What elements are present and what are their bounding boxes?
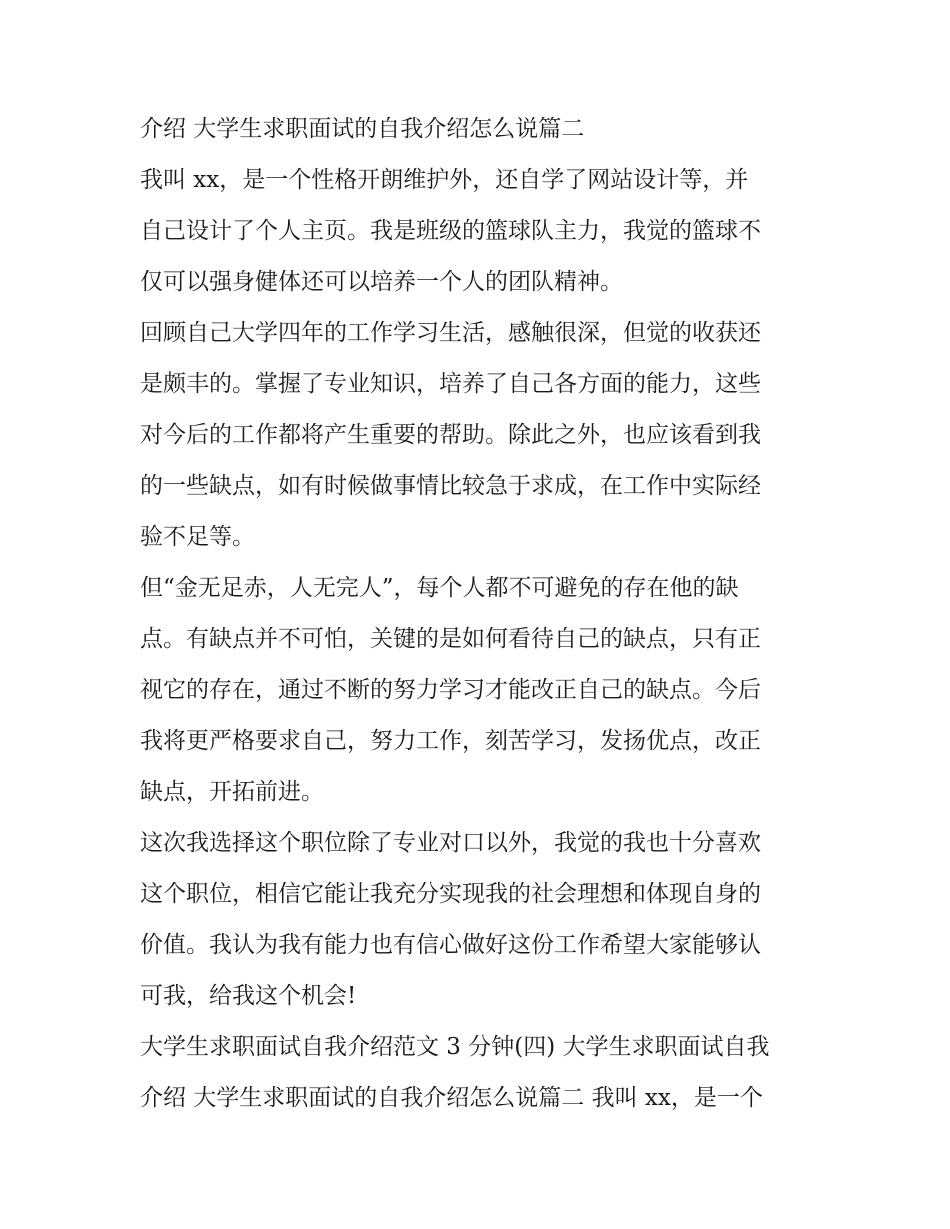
text-line: 仅可以强身健体还可以培养一个人的团队精神。 (140, 269, 623, 295)
text-line: 是颇丰的。掌握了专业知识，培养了自己各方面的能力，这些 (140, 371, 761, 397)
text-line: 我叫 xx，是一个性格开朗维护外，还自学了网站设计等，并 (140, 167, 749, 193)
text-line: 回顾自己大学四年的工作学习生活，感触很深，但觉的收获还 (140, 320, 761, 346)
text-line: 自己设计了个人主页。我是班级的篮球队主力，我觉的篮球不 (140, 218, 761, 244)
text-line: 大学生求职面试自我介绍范文 3 分钟(四) 大学生求职面试自我 (140, 1034, 770, 1060)
text-line: 可我，给我这个机会! (140, 983, 357, 1009)
text-line: 验不足等。 (140, 524, 255, 550)
text-line: 这个职位，相信它能让我充分实现我的社会理想和体现自身的 (140, 881, 761, 907)
text-line: 对今后的工作都将产生重要的帮助。除此之外，也应该看到我 (140, 422, 761, 448)
text-line: 这次我选择这个职位除了专业对口以外，我觉的我也十分喜欢 (140, 830, 761, 856)
text-line: 介绍 大学生求职面试的自我介绍怎么说篇二 (140, 116, 585, 142)
text-line: 缺点，开拓前进。 (140, 779, 324, 805)
text-line: 介绍 大学生求职面试的自我介绍怎么说篇二 我叫 xx，是一个 (140, 1085, 763, 1111)
text-line: 但“金无足赤，人无完人”，每个人都不可避免的存在他的缺 (140, 575, 739, 601)
text-line: 我将更严格要求自己，努力工作，刻苦学习，发扬优点，改正 (140, 728, 761, 754)
text-line: 点。有缺点并不可怕，关键的是如何看待自己的缺点，只有正 (140, 626, 761, 652)
text-line: 价值。我认为我有能力也有信心做好这份工作希望大家能够认 (140, 932, 761, 958)
text-line: 的一些缺点，如有时候做事情比较急于求成，在工作中实际经 (140, 473, 761, 499)
document-body (140, 104, 820, 1124)
text-line: 视它的存在，通过不断的努力学习才能改正自己的缺点。今后 (140, 677, 761, 703)
